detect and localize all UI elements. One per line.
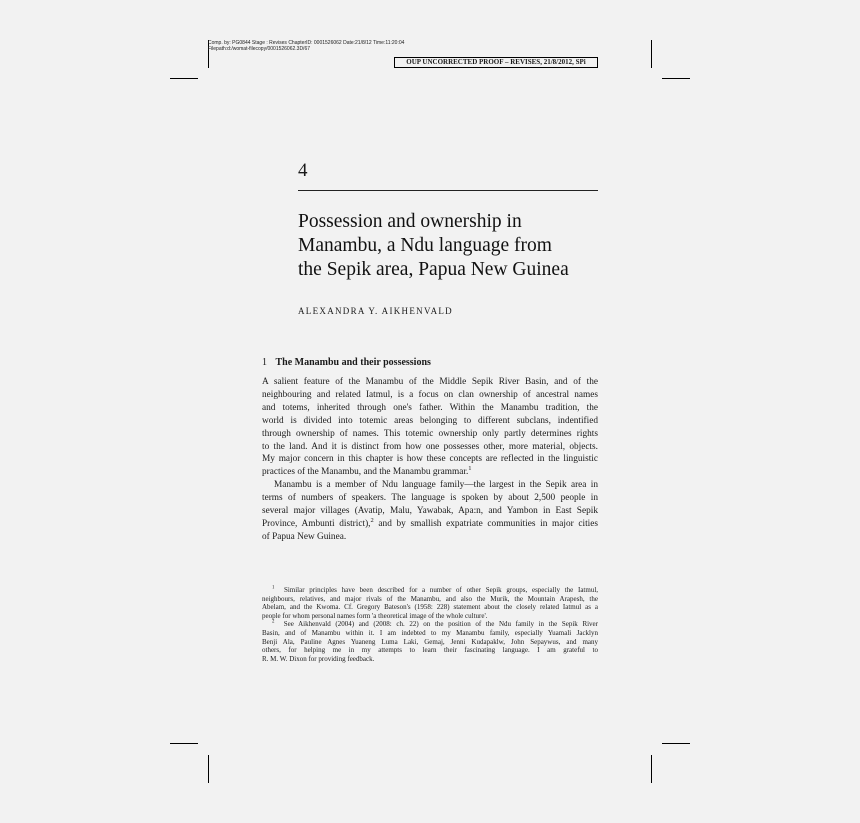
meta-line: Comp. by: PG0844 Stage : Revises ChapterID: 0001526062 Date:21/8/12 Time:11:20:04 xyxy=(208,40,405,46)
footnote-line: Benji Ala, Pauline Agnes Yuaneng Luma Laki, Gemaj, Jenni Kudapaklw, John Sepaywus, and many xyxy=(262,637,598,646)
proof-banner: OUP UNCORRECTED PROOF – REVISES, 21/8/2012, SPi xyxy=(394,57,598,68)
footnote-line xyxy=(262,586,598,595)
footnote-line: Abelam, and the Kwoma. Cf. Gregory Bateson's (1958: 228) statement about the closely related Iatmul as a xyxy=(262,603,598,612)
text-fragment: and by smallish expatriate communities in major cities xyxy=(373,518,598,529)
footnote-mark: 1 xyxy=(272,585,275,591)
crop-mark xyxy=(651,755,652,783)
text-line: to the land. And it is distinct from how one possesses other, more material, objects. xyxy=(262,441,598,452)
footnote-ref[interactable]: 1 xyxy=(468,465,472,473)
chapter-rule xyxy=(298,190,598,191)
paragraph xyxy=(262,479,598,544)
crop-mark xyxy=(662,78,690,79)
footnote-line xyxy=(262,620,598,629)
chapter-title xyxy=(298,210,608,282)
text-fragment: Similar principles have been described for a number of other Sepik groups, especially the Iatmul, xyxy=(283,586,599,594)
crop-mark xyxy=(662,743,690,744)
title-line: Manambu, a Ndu language from xyxy=(298,235,552,256)
section-number: 1 xyxy=(262,357,267,368)
footnotes xyxy=(262,586,598,663)
crop-mark xyxy=(651,40,652,68)
text-fragment: See Aikhenvald (2004) and (2008: ch. 22) on the position of the Ndu family in the Sepik River xyxy=(283,620,598,629)
body-text xyxy=(262,376,598,544)
footnote-line: others, for helping me in my attempts to learn their fascinating language. I am grateful to xyxy=(262,646,598,655)
text-line: My major concern in this chapter is how these concepts are reflected in the linguistic xyxy=(262,454,598,465)
text-fragment: Province, Ambunti district), xyxy=(262,518,371,529)
footnote-ref[interactable]: 2 xyxy=(370,516,374,524)
chapter-author: ALEXANDRA Y. AIKHENVALD xyxy=(298,306,453,316)
title-line: Possession and ownership in xyxy=(298,211,522,232)
text-fragment: Manambu is a member of Ndu language family—the largest in the Sepik area in xyxy=(274,480,598,491)
text-line: several major villages (Avatip, Malu, Yawabak, Apa:n, and Yambon in East Sepik xyxy=(262,506,598,517)
section-heading xyxy=(262,356,431,369)
footnote xyxy=(262,586,598,620)
section-title: The Manambu and their possessions xyxy=(275,357,431,368)
paragraph xyxy=(262,376,598,479)
footnote-line: Basin, and of Manambu within it. I am indebted to my Manambu family, especially Yuamali Jacklyn xyxy=(262,628,598,637)
text-line: terms of numbers of speakers. The language is spoken by about 2,500 people in xyxy=(262,493,598,504)
footnote-line: people for whom personal names form 'a theoretical image of the whole culture'. xyxy=(262,611,488,620)
footnote xyxy=(262,620,598,663)
text-line xyxy=(262,518,598,531)
chapter-number: 4 xyxy=(298,160,308,181)
text-line: world is divided into totemic areas belonging to different subclans, indentified xyxy=(262,415,598,426)
text-line: of Papua New Guinea. xyxy=(262,531,347,542)
crop-mark xyxy=(170,743,198,744)
title-line: the Sepik area, Papua New Guinea xyxy=(298,259,569,280)
text-fragment: practices of the Manambu, and the Manambu grammar. xyxy=(262,467,469,478)
text-line: through ownership of names. This totemic ownership only partly determines rights xyxy=(262,428,598,439)
footnote-line: R. M. W. Dixon for providing feedback. xyxy=(262,654,375,663)
footnote-mark: 2 xyxy=(272,620,275,626)
text-line: A salient feature of the Manambu of the Middle Sepik River Basin, and of the xyxy=(262,377,598,387)
text-line: neighbouring and related Iatmul, is a focus on clan ownership of ancestral names xyxy=(262,389,598,400)
meta-line: Filepath:d:/womat-filecopy/0001526062.3D/67 xyxy=(208,46,311,52)
crop-mark xyxy=(170,78,198,79)
production-metadata xyxy=(208,40,404,52)
crop-mark xyxy=(208,755,209,783)
text-line xyxy=(262,466,598,479)
footnote-line: neighbours, relatives, and major rivals of the Manambu, and also the Murik, the Mountain Arapesh, the xyxy=(262,594,598,603)
text-line xyxy=(262,479,598,492)
text-line: and totems, inherited through one's father. Within the Manambu tradition, the xyxy=(262,402,598,413)
